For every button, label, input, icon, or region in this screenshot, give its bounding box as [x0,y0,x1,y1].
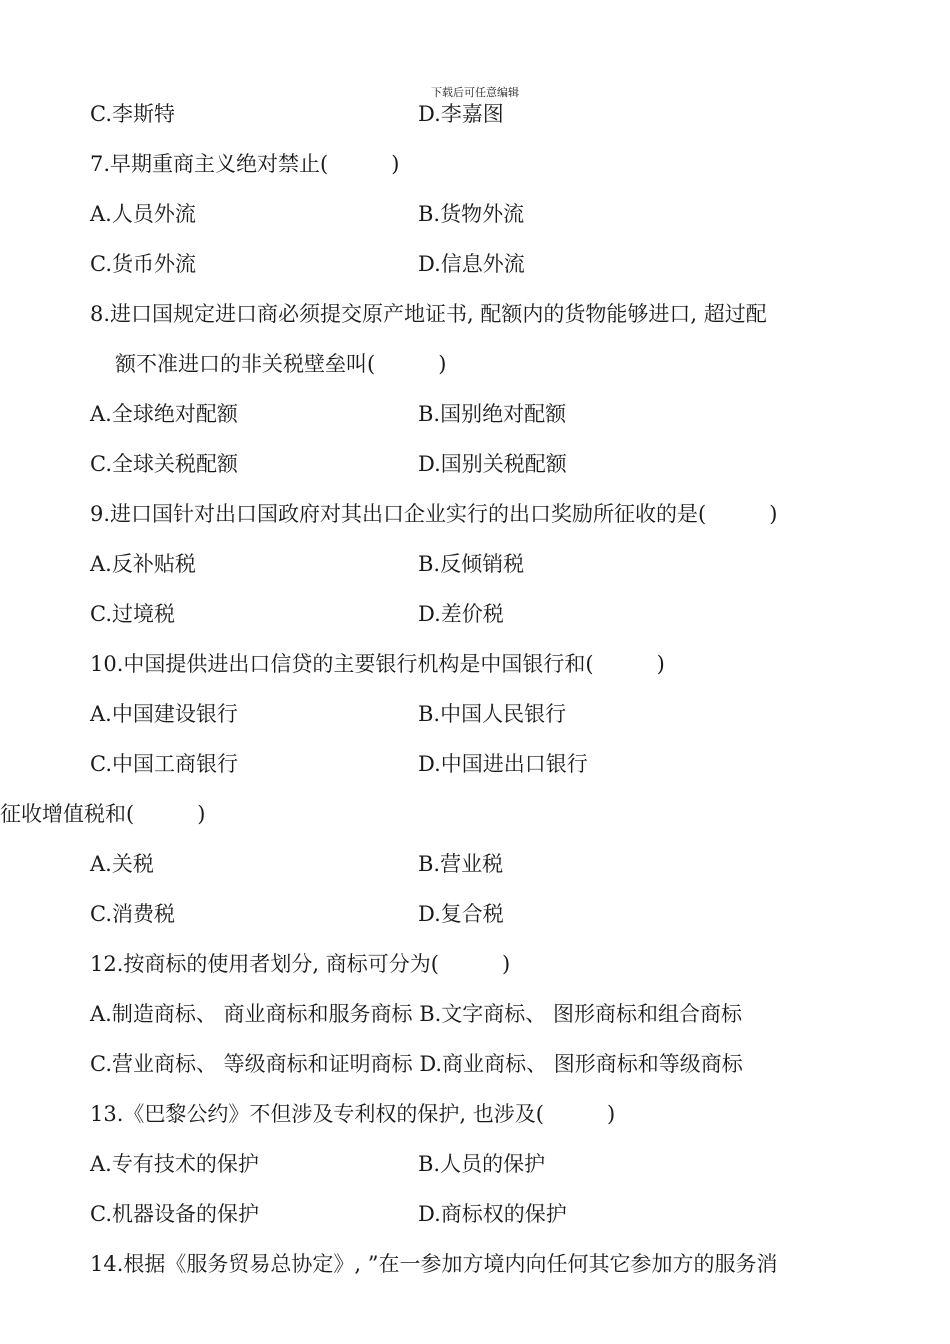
option-line-a: C.机器设备的保护 [90,1202,259,1226]
question-12: 12.按商标的使用者划分, 商标可分为( ) [90,952,511,976]
option-line-a: C.过境税 [90,602,175,626]
option-line-b: B.货物外流 [418,202,525,226]
question-8-continued: 额不准进口的非关税壁垒叫( ) [115,352,447,376]
option-line-b: D.复合税 [418,902,504,926]
option-line-a: A.关税 [90,852,154,876]
option-line-a: A.反补贴税 [90,552,196,576]
option-line-a: C.消费税 [90,902,175,926]
option-line-b: B.国别绝对配额 [418,402,567,426]
option-line-b: D.国别关税配额 [418,452,567,476]
option-line-b: D.中国进出口银行 [418,752,588,776]
option-line-b: B.反倾销税 [418,552,525,576]
question-7: 7.早期重商主义绝对禁止( ) [90,152,400,176]
option-line-b: B.中国人民银行 [418,702,567,726]
option-line-b: D.差价税 [418,602,504,626]
question-10: 10.中国提供进出口信贷的主要银行机构是中国银行和( ) [90,652,665,676]
option-line-b: D.信息外流 [418,252,525,276]
option-line-b: B.营业税 [418,852,504,876]
option-line-a: A.中国建设银行 [90,702,238,726]
option-line-full: C.营业商标、 等级商标和证明商标 D.商业商标、 图形商标和等级商标 [90,1052,743,1076]
option-line-b: D.李嘉图 [418,102,504,126]
question-8: 8.进口国规定进口商必须提交原产地证书, 配额内的货物能够进口, 超过配 [90,302,767,326]
question-9: 9.进口国针对出口国政府对其出口企业实行的出口奖励所征收的是( ) [90,502,778,526]
option-line-a: C.中国工商银行 [90,752,238,776]
page-header-note: 下载后可任意编辑 [431,86,519,99]
option-line-a: A.全球绝对配额 [90,402,238,426]
option-line-a: C.李斯特 [90,102,175,126]
question-14: 14.根据《服务贸易总协定》, ”在一参加方境内向任何其它参加方的服务消 [90,1252,778,1276]
question-11-fragment: 征收增值税和( ) [0,802,206,826]
option-line-a: C.全球关税配额 [90,452,238,476]
option-line-a: A.专有技术的保护 [90,1152,259,1176]
option-line-full: A.制造商标、 商业商标和服务商标 B.文字商标、 图形商标和组合商标 [90,1002,742,1026]
option-line-a: C.货币外流 [90,252,196,276]
option-line-a: A.人员外流 [90,202,196,226]
option-line-b: D.商标权的保护 [418,1202,567,1226]
option-line-b: B.人员的保护 [418,1152,546,1176]
question-13: 13.《巴黎公约》不但涉及专利权的保护, 也涉及( ) [90,1102,616,1126]
